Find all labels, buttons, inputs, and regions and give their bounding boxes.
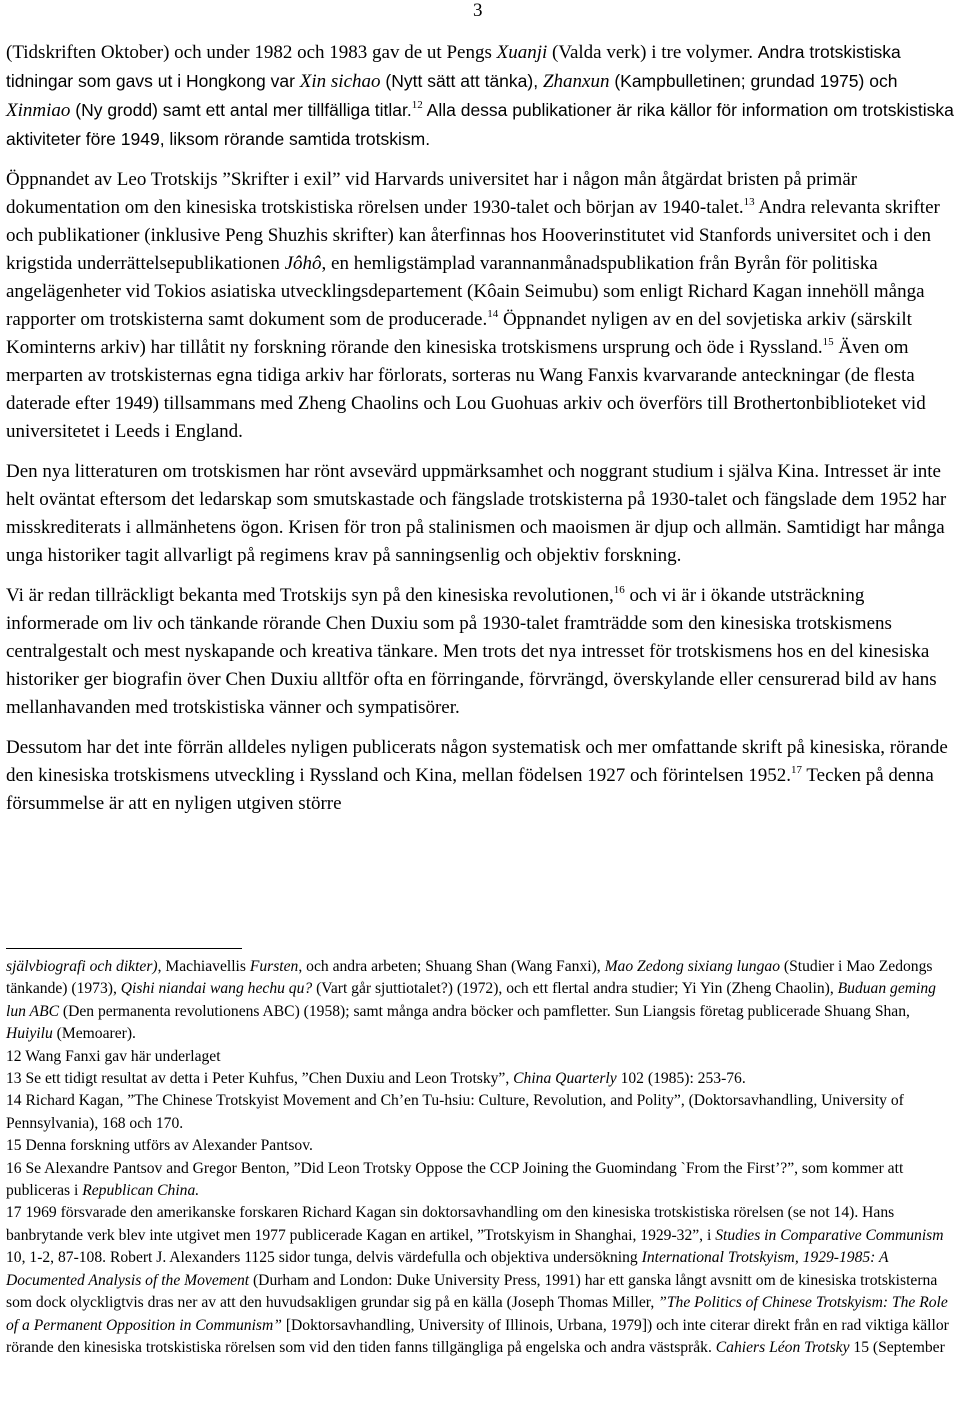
text-run: Vi är redan tillräckligt bekanta med Trotskijs syn på den kinesiska revolutionen, xyxy=(6,585,614,606)
text-run: Xuanji xyxy=(496,42,548,63)
text-run: Tecken på denna försummelse är att en nyligen utgiven större xyxy=(6,765,934,814)
text-run: (Tidskriften Oktober) och under 1982 och 1983 gav de ut Pengs xyxy=(6,42,497,63)
footnote-17 xyxy=(6,1202,956,1359)
text-run: , en hemligstämplad varannanmånadspublikation från Byrån för politiska angelägenheter vid Tokios asiatiska utvecklingsdepartement (Kôain Seimubu) som enligt Richard Kagan innehöll många rapporter om trotskisterna samt dokument som de producerade. xyxy=(6,253,925,330)
text-run: 14 Richard Kagan, ”The Chinese Trotskyist Movement and Ch’en Tu-hsiu: Culture, Revolution, and Polity”, (Doktorsavhandling, University of Pennsylvania), 168 och 170. xyxy=(6,1092,904,1132)
text-run: Cahiers Léon Trotsky xyxy=(715,1338,850,1356)
page-number: 3 xyxy=(473,0,483,21)
text-run: 102 (1985): 253-76. xyxy=(616,1070,746,1088)
footnote-13 xyxy=(6,1068,956,1090)
text-run: Jôhô xyxy=(284,253,322,274)
text-run: , Machiavellis xyxy=(157,958,250,975)
text-run: 15 Denna forskning utförs av Alexander Pantsov. xyxy=(6,1137,313,1155)
text-run: (Nytt sätt att tänka), xyxy=(380,71,543,91)
text-run: Xinmiao xyxy=(6,100,71,121)
footnote-continued xyxy=(6,956,956,1046)
text-run: Andra trotskistiska tidningar som gavs ut i Hongkong var xyxy=(6,42,901,91)
paragraph xyxy=(6,734,956,818)
text-run: Mao Zedong sixiang lungao xyxy=(604,958,780,975)
text-run: (Ny grodd) samt ett antal mer tillfälliga titlar. xyxy=(70,100,412,120)
paragraph xyxy=(6,458,956,570)
text-run: Studies in Comparative Communism xyxy=(715,1226,944,1244)
text-run: Huiyilu xyxy=(6,1025,53,1043)
text-run: Republican China. xyxy=(82,1182,200,1200)
text-run: (Valda verk) i tre volymer. xyxy=(547,42,758,63)
text-run: (Memoarer). xyxy=(52,1025,136,1043)
text-run: (Vart går sjuttiotalet?) (1972), och ett flertal andra studier; Yi Yin (Zheng Chaolin), xyxy=(312,980,838,998)
footnote-ref: 15 xyxy=(822,336,834,348)
text-run: Xin sichao xyxy=(299,71,381,92)
paragraph xyxy=(6,38,956,154)
text-run: (Durham and London: Duke University Press, 1991) har ett ganska långt avsnitt om de kinesiska trotskisterna som dock olyckligtvis dras ner av att den huvudsakligen grundar sig på en källa (Joseph Thomas Miller, xyxy=(6,1271,938,1312)
text-run: Även om merparten av trotskisternas egna tidiga arkiv har förlorats, sorteras nu Wang Fanxis kvarvarande anteckningar (de flesta daterade efter 1949) tillsammans med Zheng Chaolins och Lou Guohuas arkiv och överförs till Brothertonbiblioteket vid universitetet i Leeds i England. xyxy=(6,337,926,442)
text-run: 12 Wang Fanxi gav här underlaget xyxy=(6,1047,221,1065)
paragraph xyxy=(6,166,956,446)
text-run: självbiografi och dikter) xyxy=(6,958,158,975)
text-run: Öppnandet av Leo Trotskijs ”Skrifter i exil” vid Harvards universitet har i någon mån åtgärdat bristen på primär dokumentation om den kinesiska trotskistiska rörelsen under 1930-talet och början av 1940-talet. xyxy=(6,169,858,218)
text-run: Zhanxun xyxy=(542,71,610,92)
footnote-ref: 12 xyxy=(411,99,423,111)
text-run: Fursten xyxy=(249,958,299,975)
text-run: , och andra arbeten; Shuang Shan (Wang Fanxi), xyxy=(298,958,605,975)
footnote-ref: 14 xyxy=(487,308,499,320)
footnote-ref: 13 xyxy=(743,196,755,208)
text-run: ”The Politics of Chinese Trotskyism: The Role of a Permanent Opposition in Communism” xyxy=(6,1294,948,1334)
footnote-14 xyxy=(6,1090,956,1135)
text-run: Alla dessa publikationer är rika källor för information om trotskistiska aktiviteter före 1949, liksom rörande samtida trotskism. xyxy=(6,100,954,149)
footnote-ref: 17 xyxy=(790,764,802,776)
text-run: Dessutom har det inte förrän alldeles nyligen publicerats någon systematisk och mer omfattande skrift på kinesiska, rörande den kinesiska trotskismens utveckling i Ryssland och Kina, mellan födelsen 1927 och förintelsen 1952. xyxy=(6,737,948,786)
paragraph xyxy=(6,582,956,722)
footnote-ref: 16 xyxy=(613,584,625,596)
text-run: Den nya litteraturen om trotskismen har rönt avsevärd uppmärksamhet och noggrant studium i själva Kina. Intresset är inte helt oväntat eftersom det ledarskap som smutskastade och fängslade trotskisterna på 1930-talet och fängslade dem 1952 har misskrediterats i allmänhetens ögon. Krisen för tron på stalinismen och maoismen är djup och allmän. Samtidigt har många unga historiker tagit allvarligt på regimens krav på sanningsenlig och objektiv forskning. xyxy=(6,461,947,566)
text-run: China Quarterly xyxy=(513,1070,617,1088)
text-run: 15 (September xyxy=(849,1338,945,1356)
text-run: International Trotskyism, 1929-1985: A Documented Analysis of the Movement xyxy=(6,1249,889,1289)
footnote-15 xyxy=(6,1135,956,1157)
text-run: (Studier i Mao Zedongs tänkande) (1973), xyxy=(6,958,933,998)
text-run: Öppnandet nyligen av en del sovjetiska arkiv (särskilt Kominterns arkiv) har tillåtit ny forskning rörande den kinesiska trotskismens ursprung och öde i Ryssland. xyxy=(6,309,912,358)
footnote-12 xyxy=(6,1046,956,1068)
text-run: (Den permanenta revolutionens ABC) (1958); samt många andra böcker och pamfletter. Sun Liangsis företag publicerade Shuang Shan, xyxy=(59,1002,910,1020)
footnote-16 xyxy=(6,1158,956,1203)
text-run: Andra relevanta skrifter och publikationer (inklusive Peng Shuzhis skrifter) kan återfinnas hos Hooverinstitutet vid Stanfords universitet och i den krigstida underrättelsepublikationen xyxy=(6,197,940,274)
text-run: 16 Se Alexandre Pantsov and Gregor Benton, ”Did Leon Trotsky Oppose the CCP Joining the Guomindang `From the First’?”, som kommer att publiceras i xyxy=(6,1159,904,1200)
text-run: och vi är i ökande utsträckning informerade om liv och tänkande rörande Chen Duxiu som på 1930-talet framträdde som den kinesiska trotskismens centralgestalt och mest nyskapande och kreativa tänkare. Men trots det nya intresset för trotskismens hos en del kinesiska historiker ger biografin över Chen Duxiu alltför ofta en förringande, förvrängd, överskylande eller censurerad bild av hans mellanhavanden med trotskistiska vänner och sympatisörer. xyxy=(6,585,937,718)
text-run: 17 1969 försvarade den amerikanske forskaren Richard Kagan sin doktorsavhandling om den kinesiska trotskistiska rörelsen (se not 14). Hans banbrytande verk blev inte utgivet men 1977 publicerade Kagan en artikel, ”Trotskyism in Shanghai, 1929-32”, i xyxy=(6,1204,895,1244)
text-run: 10, 1-2, 87-108. Robert J. Alexanders 1125 sidor tunga, delvis värdefulla och objektiva undersökning xyxy=(6,1249,642,1267)
footnotes xyxy=(6,956,956,1359)
text-run: [Doktorsavhandling, University of Illinois, Urbana, 1979]) och inte citerar direkt från en rad viktiga källor rörande den kinesiska trotskistiska rörelsen som vid den tiden fanns tillgängliga på engelska och andra västspråk. xyxy=(6,1316,949,1356)
text-run: Qishi niandai wang hechu qu? xyxy=(120,980,313,998)
footnote-separator xyxy=(6,948,242,949)
text-run: Buduan geming lun ABC xyxy=(6,980,936,1020)
text-run: 13 Se ett tidigt resultat av detta i Peter Kuhfus, ”Chen Duxiu and Leon Trotsky”, xyxy=(6,1070,514,1088)
body-text xyxy=(6,38,956,830)
text-run: (Kampbulletinen; grundad 1975) och xyxy=(609,71,898,91)
